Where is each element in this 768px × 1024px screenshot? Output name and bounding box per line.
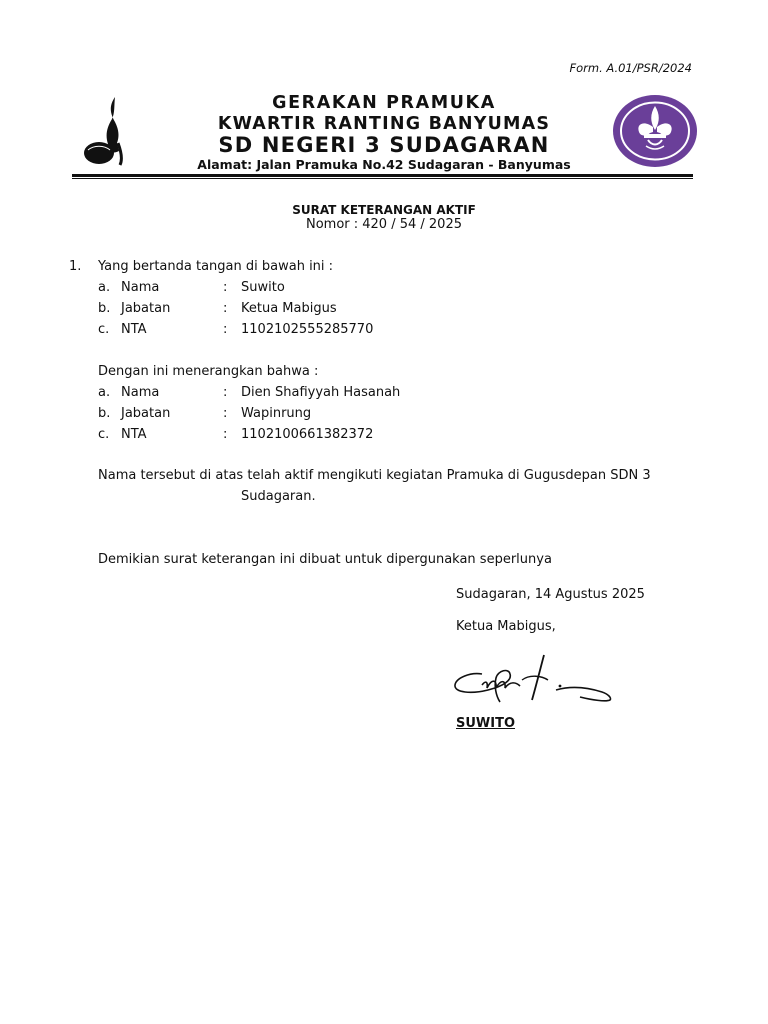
tunas-kelapa-logo-icon [82,95,124,171]
letterhead-school: SD NEGERI 3 SUDAGARAN [218,133,550,157]
letterhead-address: Alamat: Jalan Pramuka No.42 Sudagaran - Banyumas [197,157,571,172]
signer-name-label: Nama [121,280,160,295]
section1-intro: Yang bertanda tangan di bawah ini : [98,259,334,274]
member-name-letter: a. [98,385,111,400]
signer-title: Ketua Mabigus, [456,619,556,634]
member-nta-colon: : [223,427,228,442]
statement-line-1: Nama tersebut di atas telah aktif mengikuti kegiatan Pramuka di Gugusdepan SDN 3 [98,468,651,483]
member-name-label: Nama [121,385,160,400]
document-title: SURAT KETERANGAN AKTIF [292,203,476,217]
closing-sentence: Demikian surat keterangan ini dibuat untuk dipergunakan seperlunya [98,552,552,567]
letterhead-divider-thin [72,178,693,179]
signer-nta-letter: c. [98,322,110,337]
signer-nta-label: NTA [121,322,147,337]
member-name-value: Dien Shafiyyah Hasanah [241,385,401,400]
document-number: Nomor : 420 / 54 / 2025 [305,217,462,232]
handwritten-signature [452,652,617,708]
signer-position-label: Jabatan [121,301,171,316]
statement-line-2: Sudagaran. [241,489,316,504]
member-nta-label: NTA [121,427,147,442]
signer-position-letter: b. [98,301,111,316]
form-code: Form. A.01/PSR/2024 [569,61,692,75]
member-name-colon: : [223,385,228,400]
signer-position-value: Ketua Mabigus [241,301,337,316]
letterhead-organization: GERAKAN PRAMUKA [272,93,496,113]
letterhead-kwartir: KWARTIR RANTING BANYUMAS [217,114,551,134]
place-date: Sudagaran, 14 Agustus 2025 [456,587,645,602]
signer-nta-value: 1102102555285770 [241,322,374,337]
member-nta-value: 1102100661382372 [241,427,374,442]
member-position-colon: : [223,406,228,421]
signer-nta-colon: : [223,322,228,337]
signer-name: SUWITO [456,716,516,731]
world-scout-emblem-icon [612,94,698,172]
signer-name-letter: a. [98,280,111,295]
signer-name-colon: : [223,280,228,295]
signer-position-colon: : [223,301,228,316]
section2-intro: Dengan ini menerangkan bahwa : [98,364,319,379]
signer-name-value: Suwito [241,280,285,295]
section-number: 1. [69,259,82,274]
member-position-letter: b. [98,406,111,421]
member-position-label: Jabatan [121,406,171,421]
letterhead-divider-thick [72,174,693,177]
member-position-value: Wapinrung [241,406,312,421]
member-nta-letter: c. [98,427,110,442]
